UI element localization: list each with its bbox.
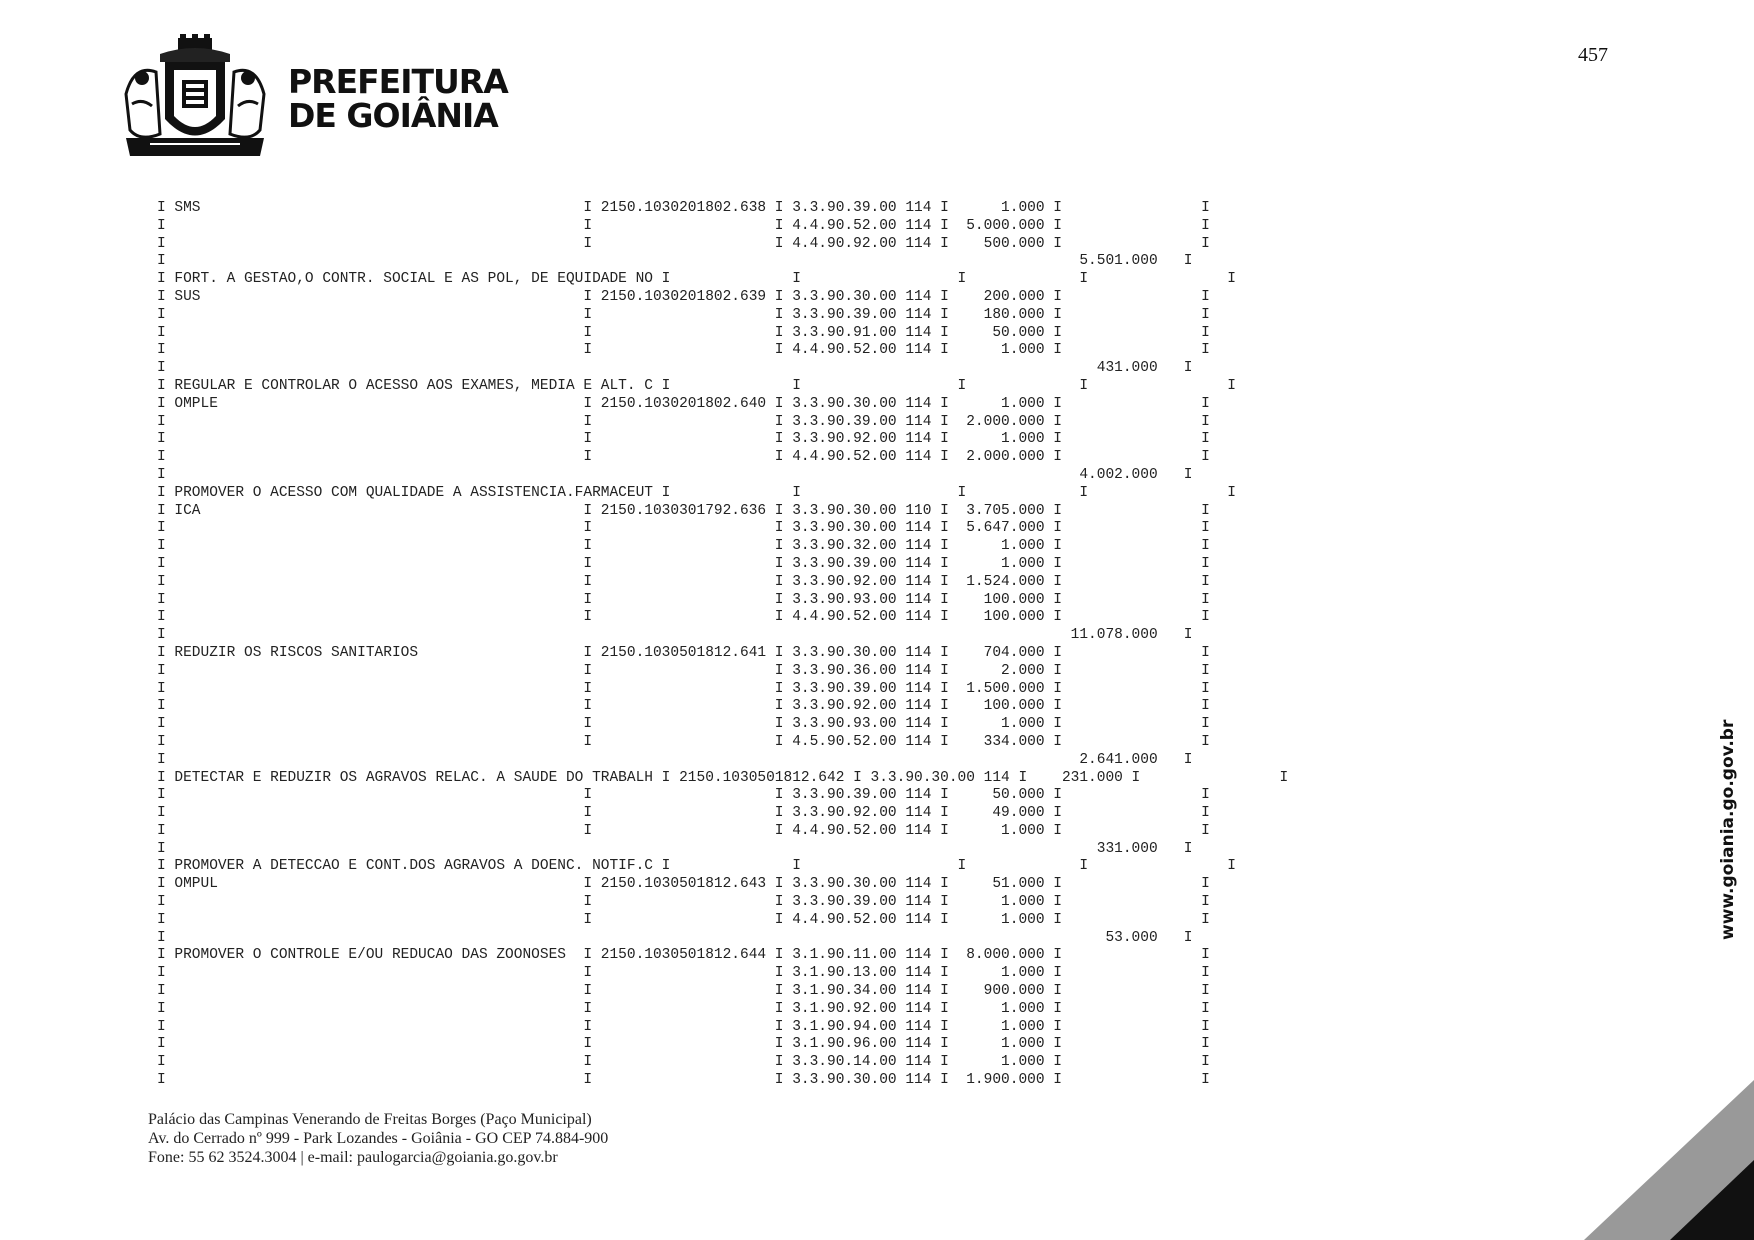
brand-line-1: PREFEITURA xyxy=(288,62,508,101)
report-line: I 431.000 I xyxy=(157,360,1193,377)
report-line: I ICA I 2150.1030301792.636 I 3.3.90.30.00 110 I 3.705.000 I I xyxy=(157,502,1210,519)
report-line: I I I 3.3.90.39.00 114 I 1.000 I I xyxy=(157,894,1210,911)
report-line: I I I 3.3.90.39.00 114 I 180.000 I I xyxy=(157,306,1210,323)
report-line: I I I 3.3.90.36.00 114 I 2.000 I I xyxy=(157,662,1210,679)
report-line: I 4.002.000 I xyxy=(157,466,1193,483)
report-line: I I I 3.3.90.92.00 114 I 1.000 I I xyxy=(157,431,1210,448)
report-line: I I I 4.4.90.52.00 114 I 2.000.000 I I xyxy=(157,449,1210,466)
report-line: I I I 4.4.90.52.00 114 I 5.000.000 I I xyxy=(157,217,1210,234)
footer-contact: Fone: 55 62 3524.3004 | e-mail: paulogarcia@goiania.go.gov.br xyxy=(148,1149,558,1166)
footer xyxy=(148,1110,608,1167)
report-line: I PROMOVER O ACESSO COM QUALIDADE A ASSISTENCIA.FARMACEUT I I I I I xyxy=(157,484,1236,501)
report-line: I I I 3.3.90.92.00 114 I 1.524.000 I I xyxy=(157,573,1210,590)
report-line: I OMPLE I 2150.1030201802.640 I 3.3.90.30.00 114 I 1.000 I I xyxy=(157,395,1210,412)
corner-triangle-graphic xyxy=(1584,1080,1754,1240)
report-line: I I I 3.3.90.39.00 114 I 1.000 I I xyxy=(157,555,1210,572)
report-line: I OMPUL I 2150.1030501812.643 I 3.3.90.30.00 114 I 51.000 I I xyxy=(157,876,1210,893)
report-line: I 331.000 I xyxy=(157,840,1193,857)
coat-of-arms-icon xyxy=(120,34,270,164)
report-line: I I I 3.3.90.91.00 114 I 50.000 I I xyxy=(157,324,1210,341)
page-number: 457 xyxy=(1578,44,1608,66)
header-logo xyxy=(120,34,508,164)
footer-address-1: Palácio das Campinas Venerando de Freitas Borges (Paço Municipal) xyxy=(148,1111,592,1128)
report-line: I I I 3.1.90.13.00 114 I 1.000 I I xyxy=(157,965,1210,982)
report-line: I I I 3.1.90.34.00 114 I 900.000 I I xyxy=(157,983,1210,1000)
report-line: I I I 3.3.90.30.00 114 I 1.900.000 I I xyxy=(157,1072,1210,1089)
report-line: I SMS I 2150.1030201802.638 I 3.3.90.39.00 114 I 1.000 I I xyxy=(157,200,1210,216)
report-line: I 11.078.000 I xyxy=(157,627,1193,644)
footer-address-2: Av. do Cerrado nº 999 - Park Lozandes - Goiânia - GO CEP 74.884-900 xyxy=(148,1130,609,1147)
report-line: I I I 4.4.90.52.00 114 I 1.000 I I xyxy=(157,911,1210,928)
report-line: I I I 3.1.90.92.00 114 I 1.000 I I xyxy=(157,1000,1210,1017)
report-line: I I I 3.3.90.39.00 114 I 50.000 I I xyxy=(157,787,1210,804)
report-line: I REGULAR E CONTROLAR O ACESSO AOS EXAMES, MEDIA E ALT. C I I I I I xyxy=(157,377,1236,394)
budget-report xyxy=(157,200,1288,1090)
report-line: I I I 3.3.90.30.00 114 I 5.647.000 I I xyxy=(157,520,1210,537)
report-line: I SUS I 2150.1030201802.639 I 3.3.90.30.00 114 I 200.000 I I xyxy=(157,288,1210,305)
report-line: I 53.000 I xyxy=(157,929,1193,946)
report-line: I I I 3.3.90.92.00 114 I 100.000 I I xyxy=(157,698,1210,715)
report-line: I I I 3.3.90.93.00 114 I 100.000 I I xyxy=(157,591,1210,608)
report-line: I I I 4.4.90.52.00 114 I 1.000 I I xyxy=(157,822,1210,839)
report-line: I I I 3.1.90.94.00 114 I 1.000 I I xyxy=(157,1018,1210,1035)
report-line: I I I 3.3.90.93.00 114 I 1.000 I I xyxy=(157,716,1210,733)
report-line: I 5.501.000 I xyxy=(157,253,1193,270)
report-line: I I I 3.3.90.39.00 114 I 1.500.000 I I xyxy=(157,680,1210,697)
report-line: I I I 3.3.90.92.00 114 I 49.000 I I xyxy=(157,805,1210,822)
report-line: I REDUZIR OS RISCOS SANITARIOS I 2150.1030501812.641 I 3.3.90.30.00 114 I 704.000 I I xyxy=(157,644,1210,661)
report-line: I I I 3.3.90.32.00 114 I 1.000 I I xyxy=(157,538,1210,555)
report-line: I I I 3.3.90.39.00 114 I 2.000.000 I I xyxy=(157,413,1210,430)
report-line: I 2.641.000 I xyxy=(157,751,1193,768)
report-line: I PROMOVER O CONTROLE E/OU REDUCAO DAS ZOONOSES I 2150.1030501812.644 I 3.1.90.11.00 114 I 8.000.000 I I xyxy=(157,947,1210,964)
report-line: I I I 4.4.90.52.00 114 I 100.000 I I xyxy=(157,609,1210,626)
report-line: I I I 3.3.90.14.00 114 I 1.000 I I xyxy=(157,1054,1210,1071)
brand-line-2: DE GOIÂNIA xyxy=(288,96,498,135)
report-line: I I I 4.4.90.52.00 114 I 1.000 I I xyxy=(157,342,1210,359)
report-line: I I I 3.1.90.96.00 114 I 1.000 I I xyxy=(157,1036,1210,1053)
report-line: I DETECTAR E REDUZIR OS AGRAVOS RELAC. A SAUDE DO TRABALH I 2150.1030501812.642 I 3.3.90.30.00 114 I 231.000 I I xyxy=(157,769,1289,786)
brand-name xyxy=(288,62,508,135)
report-line: I PROMOVER A DETECCAO E CONT.DOS AGRAVOS A DOENC. NOTIF.C I I I I I xyxy=(157,858,1236,875)
report-line: I FORT. A GESTAO,O CONTR. SOCIAL E AS POL, DE EQUIDADE NO I I I I I xyxy=(157,271,1236,288)
website-url: www.goiania.go.gov.br xyxy=(1718,719,1738,940)
report-line: I I I 4.4.90.92.00 114 I 500.000 I I xyxy=(157,235,1210,252)
report-line: I I I 4.5.90.52.00 114 I 334.000 I I xyxy=(157,733,1210,750)
